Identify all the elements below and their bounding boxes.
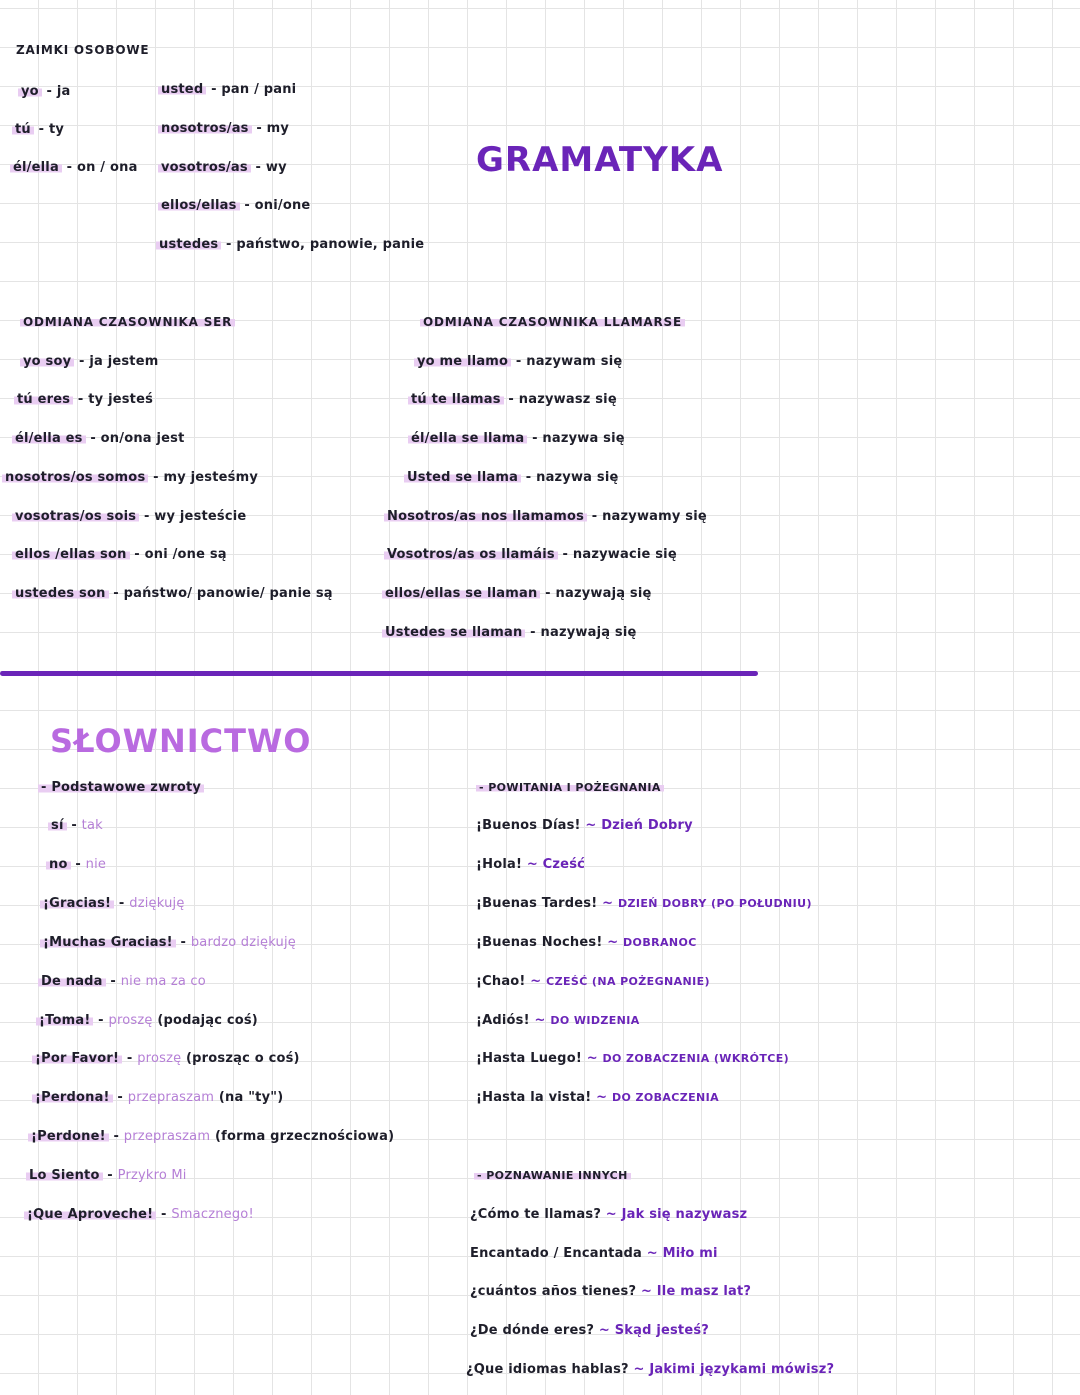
list-item: ¿cuántos años tienes? ~ Ile masz lat?: [470, 1284, 752, 1299]
list-item: ¡Buenas Tardes! ~ DZIEŃ DOBRY (PO POŁUDNIU): [476, 896, 812, 911]
list-item: ellos/ellas se llaman - nazywają się: [382, 586, 652, 602]
list-item: sí - tak: [48, 818, 103, 834]
list-item: Lo Siento - Przykro Mi: [26, 1168, 187, 1184]
list-item: vosotros/as - wy: [158, 160, 287, 176]
list-item: De nada - nie ma za co: [38, 974, 206, 990]
section-heading-zaimki: ZAIMKI OSOBOWE: [16, 43, 150, 57]
list-item: Vosotros/as os llamáis - nazywacie się: [384, 547, 677, 563]
list-item: ¡Adiós! ~ DO WIDZENIA: [476, 1013, 640, 1028]
list-item: ¡Perdona! - przepraszam (na "ty"): [32, 1090, 283, 1106]
list-item: vosotras/os sois - wy jesteście: [12, 509, 246, 525]
list-item: ¡Hasta Luego! ~ DO ZOBACZENIA (WKRÓTCE): [476, 1051, 790, 1066]
list-item: ustedes son - państwo/ panowie/ panie są: [12, 586, 333, 602]
section-heading-llamarse: ODMIANA CZASOWNIKA LLAMARSE: [420, 314, 685, 330]
list-item: ¡Por Favor! - proszę (prosząc o coś): [32, 1051, 300, 1067]
list-item: ustedes - państwo, panowie, panie: [156, 237, 424, 253]
vocab-title: SŁOWNICTWO: [50, 722, 312, 760]
list-item: él/ella es - on/ona jest: [12, 431, 185, 447]
list-item: ¡Chao! ~ CZEŚĆ (NA POŻEGNANIE): [476, 974, 710, 989]
list-item: ¡Que Aproveche! - Smacznego!: [24, 1207, 254, 1223]
page-title: GRAMATYKA: [476, 140, 724, 180]
list-item: ¡Buenas Noches! ~ DOBRANOC: [476, 935, 697, 950]
list-item: no - nie: [46, 857, 106, 873]
list-item: Ustedes se llaman - nazywają się: [382, 625, 637, 641]
section-heading-poznawanie: - POZNAWANIE INNYCH: [474, 1168, 631, 1184]
list-item: él/ella se llama - nazywa się: [408, 431, 625, 447]
list-item: ¡Hola! ~ Cześć: [476, 857, 586, 872]
list-item: tú te llamas - nazywasz się: [408, 392, 617, 408]
list-item: tú eres - ty jesteś: [14, 392, 153, 408]
section-heading-powitania: - POWITANIA I POŻEGNANIA: [476, 780, 664, 796]
list-item: ¡Perdone! - przepraszam (forma grzecznościowa): [28, 1129, 394, 1145]
list-item: él/ella - on / ona: [10, 160, 138, 176]
list-item: ¿Cómo te llamas? ~ Jak się nazywasz: [470, 1207, 748, 1222]
list-item: yo - ja: [18, 84, 71, 100]
section-heading-ser: ODMIANA CZASOWNIKA SER: [20, 314, 235, 330]
list-item: Nosotros/as nos llamamos - nazywamy się: [384, 509, 707, 525]
list-item: ¡Muchas Gracias! - bardzo dziękuję: [40, 935, 296, 951]
list-item: ¿De dónde eres? ~ Skąd jesteś?: [470, 1323, 710, 1338]
section-heading-podstawowe: - Podstawowe zwroty: [38, 780, 204, 796]
list-item: Encantado / Encantada ~ Miło mi: [470, 1246, 718, 1261]
list-item: yo soy - ja jestem: [20, 354, 159, 370]
list-item: yo me llamo - nazywam się: [414, 354, 622, 370]
list-item: tú - ty: [12, 122, 64, 138]
section-divider: [0, 671, 758, 676]
list-item: ¡Gracias! - dziękuję: [40, 896, 185, 912]
list-item: usted - pan / pani: [158, 82, 296, 98]
list-item: nosotros/os somos - my jesteśmy: [2, 470, 258, 486]
list-item: nosotros/as - my: [158, 121, 289, 137]
list-item: ¡Toma! - proszę (podając coś): [36, 1013, 258, 1029]
list-item: ¡Hasta la vista! ~ DO ZOBACZENIA: [476, 1090, 720, 1105]
list-item: ¡Buenos Días! ~ Dzień Dobry: [476, 818, 693, 833]
list-item: ¿Que idiomas hablas? ~ Jakimi językami mówisz?: [466, 1362, 835, 1377]
list-item: ellos/ellas - oni/one: [158, 198, 310, 214]
list-item: ellos /ellas son - oni /one są: [12, 547, 227, 563]
list-item: Usted se llama - nazywa się: [404, 470, 619, 486]
